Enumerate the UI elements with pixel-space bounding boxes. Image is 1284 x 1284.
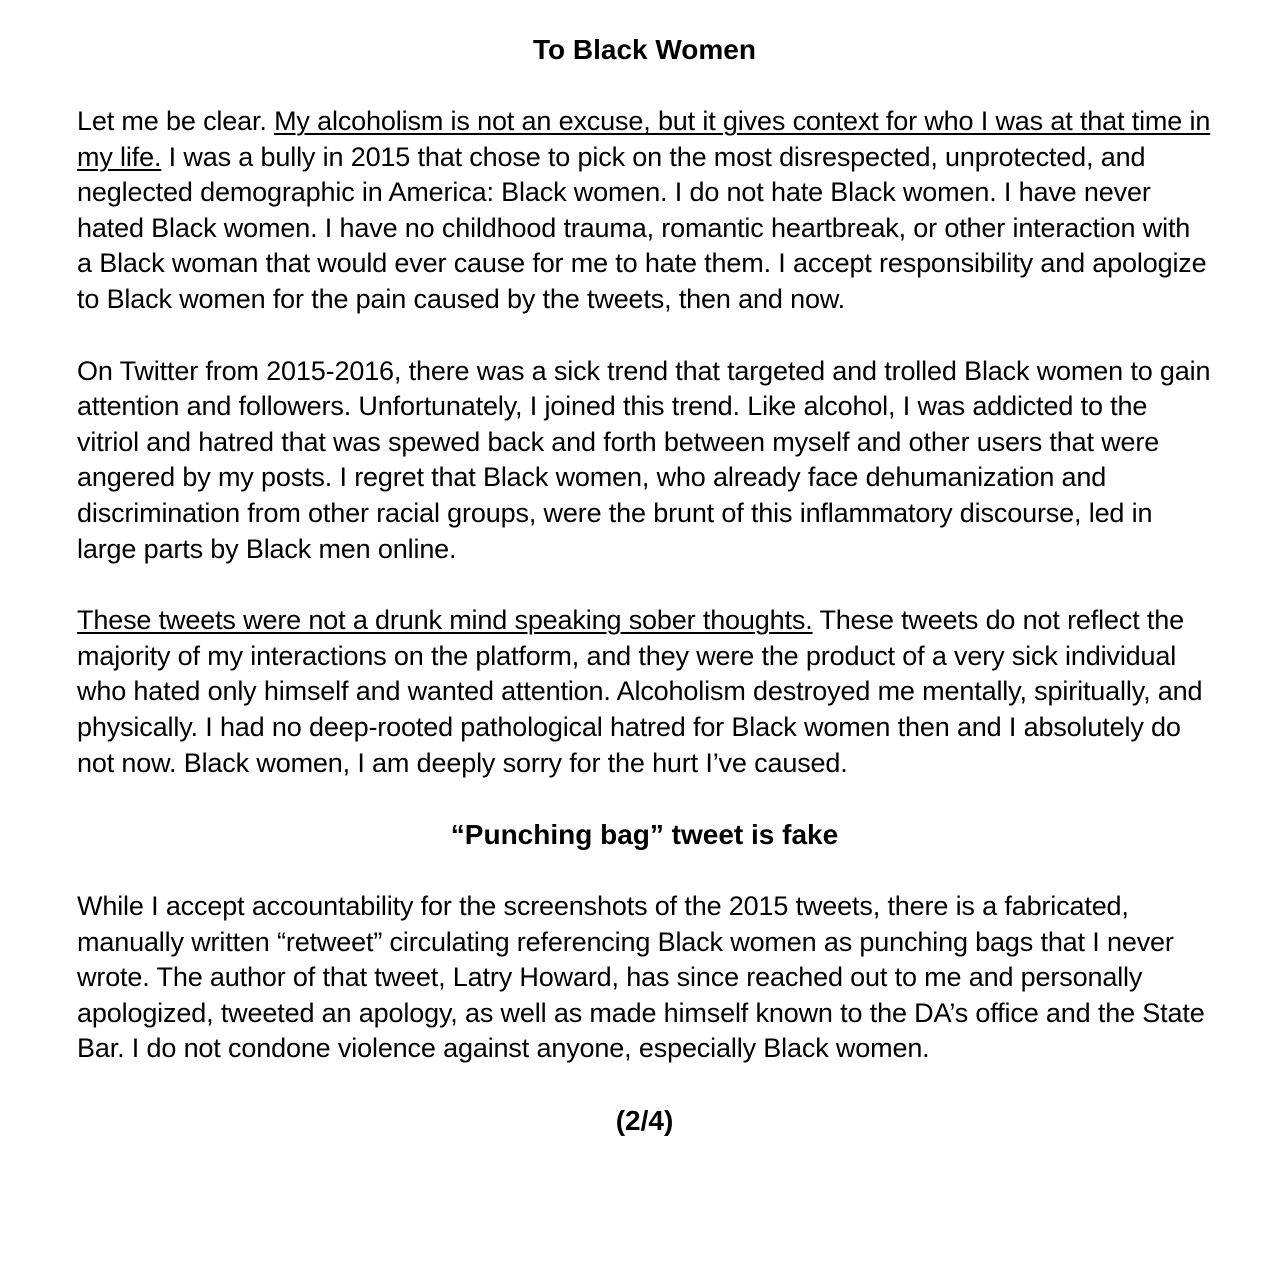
paragraph-apology (77, 104, 1212, 318)
document-page (77, 32, 1212, 1139)
paragraph-body: I was a bully in 2015 that chose to pick on the most disrespected, unprotected, and neglected demographic in America: Black women. I do not hate Black women. I have never hated Black women. I have no childhood trauma, romantic heartbreak, or other interaction with a Black woman that would ever cause for me to hate them. I accept responsibility and apologize to Black women for the pain caused by the tweets, then and now. (77, 141, 1207, 314)
document-title: To Black Women (532, 34, 756, 65)
page-number: (2/4) (615, 1105, 674, 1137)
paragraph-lead: Let me be clear. (77, 106, 275, 136)
paragraph-body: These tweets do not reflect the majority of my interactions on the platform, and they were the product of a very sick individual who hated only himself and wanted attention. Alcoholism destroyed me mentally, spiritually, and physically. I had no deep-rooted pathological hatred for Black women then and I absolutely do not now. Black women, I am deeply sorry for the hurt I’ve caused. (77, 605, 1203, 778)
section-heading: “Punching bag” tweet is fake (450, 819, 839, 851)
underlined-statement: These tweets were not a drunk mind speaking sober thoughts. (77, 605, 813, 636)
underlined-statement: My alcoholism is not an excuse, but it gives context for who I was at that time in my life. (77, 106, 1211, 172)
paragraph-twitter-trend: On Twitter from 2015-2016, there was a sick trend that targeted and trolled Black women to gain attention and followers. Unfortunately, I joined this trend. Like alcohol, I was addicted to the vitriol and hatred that was spewed back and forth between myself and other users that were angered by my posts. I regret that Black women, who already face dehumanization and discrimination from other racial groups, were the brunt of this inflammatory discourse, led in large parts by Black men online. (77, 355, 1211, 564)
paragraph-fake-tweet: While I accept accountability for the screenshots of the 2015 tweets, there is a fabricated, manually written “retweet” circulating referencing Black women as punching bags that I never wrote. The author of that tweet, Latry Howard, has since reached out to me and personally apologized, tweeted an apology, as well as made himself known to the DA’s office and the State Bar. I do not condone violence against anyone, especially Black women. (77, 891, 1205, 1064)
paragraph-tweets-reflection (77, 603, 1212, 781)
